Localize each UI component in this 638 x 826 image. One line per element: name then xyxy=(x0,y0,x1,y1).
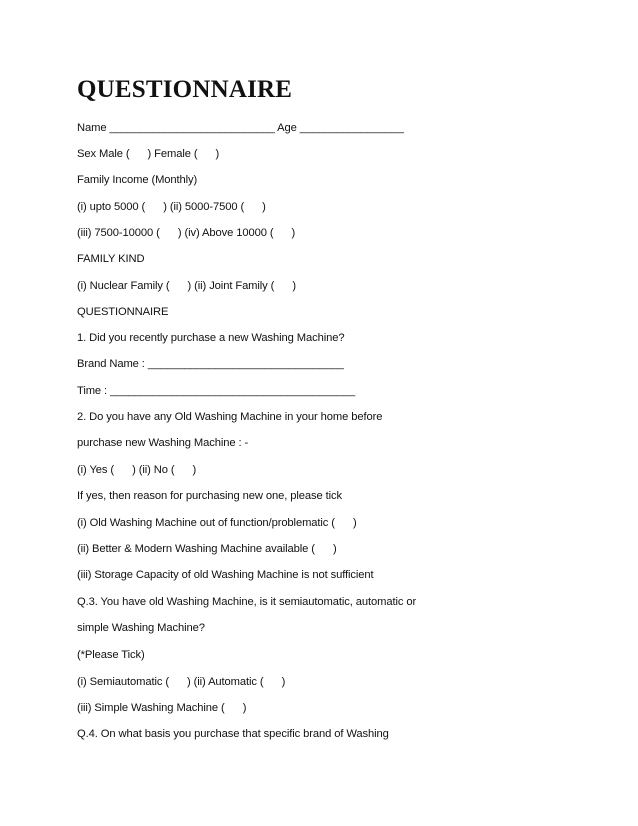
type-options-line-2: (iii) Simple Washing Machine ( ) xyxy=(77,702,247,714)
question-3-continued: simple Washing Machine? xyxy=(77,622,205,634)
reason-option-1: (i) Old Washing Machine out of function/problematic ( ) xyxy=(77,517,357,529)
document-title: QUESTIONNAIRE xyxy=(77,76,293,103)
reason-option-2: (ii) Better & Modern Washing Machine available ( ) xyxy=(77,543,337,555)
family-income-heading: Family Income (Monthly) xyxy=(77,174,198,186)
yes-no-options: (i) Yes ( ) (ii) No ( ) xyxy=(77,464,197,476)
please-tick-note: (*Please Tick) xyxy=(77,649,145,661)
name-age-line: Name ___________________________ Age _________________ xyxy=(77,122,404,134)
reason-option-3: (iii) Storage Capacity of old Washing Machine is not sufficient xyxy=(77,569,374,581)
questionnaire-subheading: QUESTIONNAIRE xyxy=(77,306,169,318)
income-options-line-1: (i) upto 5000 ( ) (ii) 5000-7500 ( ) xyxy=(77,201,266,213)
question-4: Q.4. On what basis you purchase that specific brand of Washing xyxy=(77,728,389,740)
income-options-line-2: (iii) 7500-10000 ( ) (iv) Above 10000 ( ) xyxy=(77,227,296,239)
family-kind-heading: FAMILY KIND xyxy=(77,253,145,265)
question-2-continued: purchase new Washing Machine : - xyxy=(77,437,249,449)
family-kind-options: (i) Nuclear Family ( ) (ii) Joint Family ( ) xyxy=(77,280,296,292)
type-options-line-1: (i) Semiautomatic ( ) (ii) Automatic ( ) xyxy=(77,676,286,688)
question-3: Q.3. You have old Washing Machine, is it semiautomatic, automatic or xyxy=(77,596,417,608)
sex-line: Sex Male ( ) Female ( ) xyxy=(77,148,220,160)
question-2: 2. Do you have any Old Washing Machine in your home before xyxy=(77,411,383,423)
reason-prompt: If yes, then reason for purchasing new one, please tick xyxy=(77,490,343,502)
time-line: Time : ________________________________________ xyxy=(77,385,355,397)
brand-name-line: Brand Name : ________________________________ xyxy=(77,358,344,370)
question-1: 1. Did you recently purchase a new Washing Machine? xyxy=(77,332,345,344)
